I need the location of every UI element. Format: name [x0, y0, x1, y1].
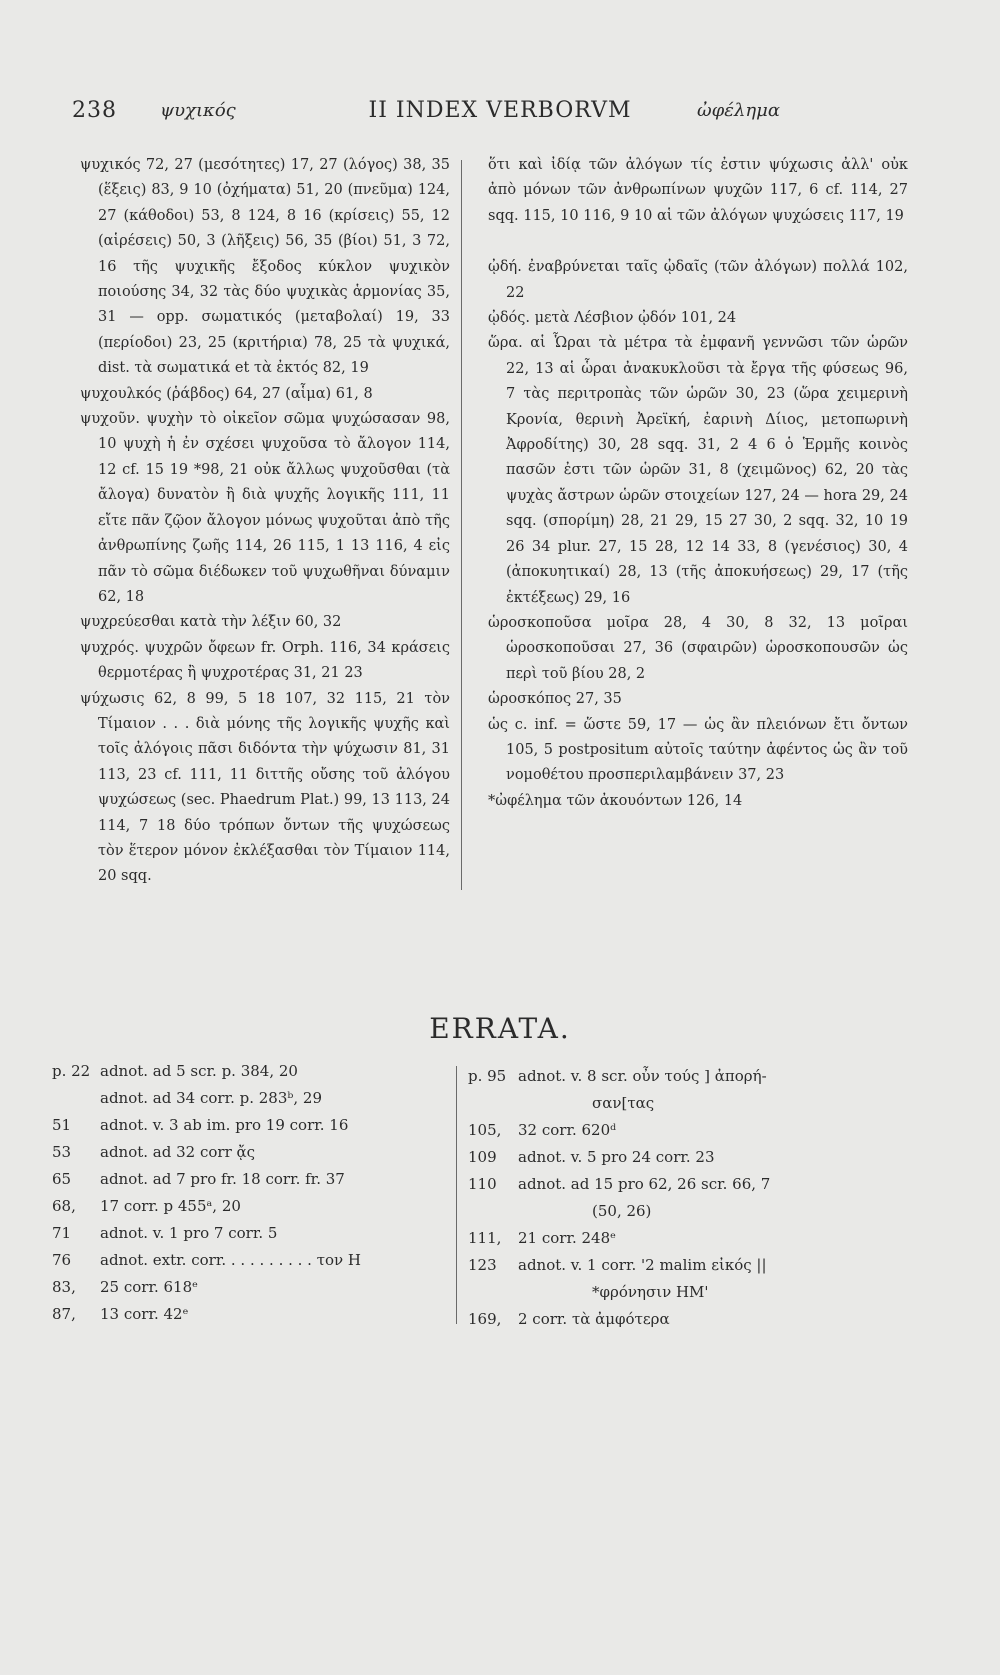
- index-entry: ᾠδός. μετὰ Λέσβιον ᾠδόν 101, 24: [488, 310, 737, 327]
- errata-line: [52, 1085, 452, 1112]
- errata-line: [52, 1301, 452, 1328]
- index-right-column: [488, 153, 908, 814]
- errata-text: adnot. ad 5 scr. p. 384, 20: [100, 1062, 298, 1080]
- errata-heading: ERRATA.: [429, 1012, 571, 1045]
- index-entry: ψυχρός. ψυχρῶν ὄφεων fr. Orph. 116, 34 κράσεις θερμοτέρας ἢ ψυχροτέρας 31, 21 23: [80, 639, 450, 682]
- errata-page: 87,: [52, 1305, 76, 1323]
- errata-line: [52, 1058, 452, 1085]
- running-header: [0, 98, 1000, 134]
- errata-left-list: [52, 1058, 452, 1328]
- errata-text: adnot. ad 32 corr ᾄς: [100, 1143, 256, 1161]
- errata-line: [52, 1247, 452, 1274]
- errata-line: [52, 1139, 452, 1166]
- index-entry: ψύχωσις 62, 8 99, 5 18 107, 32 115, 21 τὸν Τίμαιον . . . διὰ μόνης τῆς λογικῆς ψυχῆς καὶ τοῖς ἀλόγοις πᾶσι διδόντα τὴν ψύχωσιν 81, 31 113, 23 cf. 111, 11 διττῆς οὔσης τοῦ ἀλόγου ψυχώσεως (sec. Phaedrum Plat.) 99, 13 113, 24 114, 7 18 δύο τρόπων ὄντων τῆς ψυχώσεως τὸν ἕτερον μόνον ἐκλέξασθαι τὸν Τίμαιον 114, 20 sqq.: [80, 690, 450, 885]
- errata-line: [468, 1198, 908, 1225]
- errata-page: 68,: [52, 1197, 76, 1215]
- errata-text: 2 corr. τὰ ἀμφότερα: [518, 1310, 670, 1328]
- errata-line: [468, 1252, 908, 1279]
- errata-text: σαν[τας: [592, 1094, 655, 1112]
- errata-text: adnot. extr. corr. . . . . . . . . . τον H: [100, 1251, 362, 1269]
- errata-page: 51: [52, 1116, 72, 1134]
- errata-text: 25 corr. 618ᵉ: [100, 1278, 198, 1296]
- errata-line: [52, 1274, 452, 1301]
- errata-line: [52, 1166, 452, 1193]
- errata-page: 71: [52, 1224, 72, 1242]
- index-entry: ὡροσκόπος 27, 35: [488, 691, 622, 708]
- errata-line: [468, 1306, 908, 1333]
- errata-page: 110: [468, 1175, 497, 1193]
- errata-text: adnot. v. 1 corr. '2 malim εἰκός ||: [518, 1256, 767, 1274]
- errata-line: [468, 1090, 908, 1117]
- errata-text: 32 corr. 620ᵈ: [518, 1121, 617, 1139]
- errata-page: 123: [468, 1256, 497, 1274]
- errata-page: 65: [52, 1170, 72, 1188]
- errata-page: 53: [52, 1143, 72, 1161]
- errata-text: adnot. ad 34 corr. p. 283ᵇ, 29: [100, 1089, 323, 1107]
- index-entry: ὡς c. inf. = ὥστε 59, 17 — ὡς ἂν πλειόνων ἔτι ὄντων 105, 5 postpositum αὐτοῖς ταύτην ἀφέντος ὡς ἂν τοῦ νομοθέτου προσπεριλαμβάνειν 37, 23: [488, 716, 908, 784]
- errata-text: adnot. v. 8 scr. οὖν τούς ] ἀπορή-: [518, 1067, 767, 1085]
- errata-divider: [456, 1066, 457, 1324]
- errata-line: [52, 1112, 452, 1139]
- errata-line: [52, 1220, 452, 1247]
- index-entry: ὡροσκοποῦσα μοῖρα 28, 4 30, 8 32, 13 μοῖραι ὡροσκοποῦσαι 27, 36 (σφαιρῶν) ὡροσκοπουσῶν ὡς περὶ τοῦ βίου 28, 2: [488, 614, 908, 682]
- errata-line: [468, 1117, 908, 1144]
- errata-text: 21 corr. 248ᵉ: [518, 1229, 616, 1247]
- errata-page: p. 95: [468, 1067, 507, 1085]
- index-left-column: [80, 153, 450, 890]
- errata-text: *φρόνησιν HM': [592, 1283, 709, 1301]
- errata-page: 109: [468, 1148, 497, 1166]
- errata-line: [468, 1279, 908, 1306]
- index-entry: ψυχικός 72, 27 (μεσότητες) 17, 27 (λόγος) 38, 35 (ἕξεις) 83, 9 10 (ὀχήματα) 51, 20 (πνεῦμα) 124, 27 (κάθοδοι) 53, 8 124, 8 16 (κρίσεις) 55, 12 (αἱρέσεις) 50, 3 (λῆξεις) 56, 35 (βίοι) 51, 3 72, 16 τῆς ψυχικῆς ἔξοδος κύκλον ψυχικὸν ποιούσης 34, 32 τὰς δύο ψυχικὰς ἁρμονίας 35, 31 — opp. σωματικός (μεταβολαί) 19, 33 (περίοδοι) 23, 25 (κριτήρια) 78, 25 τὰ ψυχικά, dist. τὰ σωματικά et τὰ ἐκτός 82, 19: [80, 157, 450, 377]
- errata-line: [468, 1063, 908, 1090]
- index-entry: *ὠφέλημα τῶν ἀκουόντων 126, 14: [488, 792, 743, 809]
- errata-page: 169,: [468, 1310, 502, 1328]
- errata-page: 76: [52, 1251, 72, 1269]
- errata-page: p. 22: [52, 1062, 91, 1080]
- index-entry: ψυχρεύεσθαι κατὰ τὴν λέξιν 60, 32: [80, 614, 342, 631]
- errata-line: [468, 1225, 908, 1252]
- errata-text: adnot. ad 15 pro 62, 26 scr. 66, 7: [518, 1175, 771, 1193]
- errata-text: (50, 26): [592, 1202, 652, 1220]
- column-divider: [461, 160, 462, 890]
- errata-text: 13 corr. 42ᵉ: [100, 1305, 189, 1323]
- errata-text: adnot. v. 3 ab im. pro 19 corr. 16: [100, 1116, 349, 1134]
- page-number: 238: [72, 98, 117, 123]
- errata-line: [468, 1171, 908, 1198]
- index-entry: ᾠδή. ἐναβρύνεται ταῖς ᾠδαῖς (τῶν ἀλόγων) πολλά 102, 22: [488, 259, 908, 301]
- errata-page: 83,: [52, 1278, 76, 1296]
- errata-right-list: [468, 1063, 908, 1333]
- header-right-word: ὠφέλημα: [697, 100, 780, 121]
- errata-line: [52, 1193, 452, 1220]
- errata-text: adnot. v. 1 pro 7 corr. 5: [100, 1224, 278, 1242]
- errata-text: adnot. ad 7 pro fr. 18 corr. fr. 37: [100, 1170, 345, 1188]
- header-title: II INDEX VERBORVM: [368, 98, 632, 123]
- index-entry: ψυχοῦν. ψυχὴν τὸ οἰκεῖον σῶμα ψυχώσασαν 98, 10 ψυχὴ ἡ ἐν σχέσει ψυχοῦσα τὸ ἄλογον 114, 12 cf. 15 19 *98, 21 οὐκ ἄλλως ψυχοῦσθαι (τὰ ἄλογα) δυνατὸν ἢ διὰ ψυχῆς λογικῆς 111, 11 εἴτε πᾶν ζῷον ἄλογον μόνως ψυχοῦται ἀπὸ τῆς ἀνθρωπίνης ζωῆς 114, 26 115, 1 13 116, 4 εἰς πᾶν τὸ σῶμα διέδωκεν τοῦ ψυχωθῆναι δύναμιν 62, 18: [80, 411, 450, 605]
- errata-page: 111,: [468, 1229, 502, 1247]
- errata-line: [468, 1144, 908, 1171]
- errata-text: adnot. v. 5 pro 24 corr. 23: [518, 1148, 715, 1166]
- errata-text: 17 corr. p 455ᵃ, 20: [100, 1197, 241, 1215]
- errata-page: 105,: [468, 1121, 502, 1139]
- index-entry: ψυχουλκός (ῥάβδος) 64, 27 (αἷμα) 61, 8: [80, 385, 373, 402]
- index-entry: ὅτι καὶ ἰδίᾳ τῶν ἀλόγων τίς ἐστιν ψύχωσις ἀλλ' οὐκ ἀπὸ μόνων τῶν ἀνθρωπίνων ψυχῶν 117, 6 cf. 114, 27 sqq. 115, 10 116, 9 10 αἱ τῶν ἀλόγων ψυχώσεις 117, 19: [488, 157, 908, 224]
- index-entry: ὥρα. αἱ Ὧραι τὰ μέτρα τὰ ἐμφανῆ γεννῶσι τῶν ὡρῶν 22, 13 αἱ ὧραι ἀνακυκλοῦσι τὰ ἔργα τῆς φύσεως 96, 7 τὰς περιτροπὰς τῶν ὡρῶν 30, 23 (ὥρα χειμερινὴ Κρονία, θερινὴ Ἀρεϊκή, ἐαρινὴ Δίιος, μετοπωρινὴ Ἀφροδίτης) 30, 28 sqq. 31, 2 4 6 ὁ Ἑρμῆς κοινὸς πασῶν ἐστι τῶν ὡρῶν 31, 8 (χειμῶνος) 62, 20 τὰς ψυχὰς ἄστρων ὡρῶν στοιχείων 127, 24 — hora 29, 24 sqq. (σπορίμη) 28, 21 29, 15 27 30, 2 sqq. 32, 10 19 26 34 plur. 27, 15 28, 12 14 33, 8 (γενέσιος) 30, 4 (ἀποκυητικαί) 28, 13 (τῆς ἀποκυήσεως) 29, 17 (τῆς ἐκτέξεως) 29, 16: [488, 335, 908, 606]
- header-left-word: ψυχικός: [160, 100, 236, 121]
